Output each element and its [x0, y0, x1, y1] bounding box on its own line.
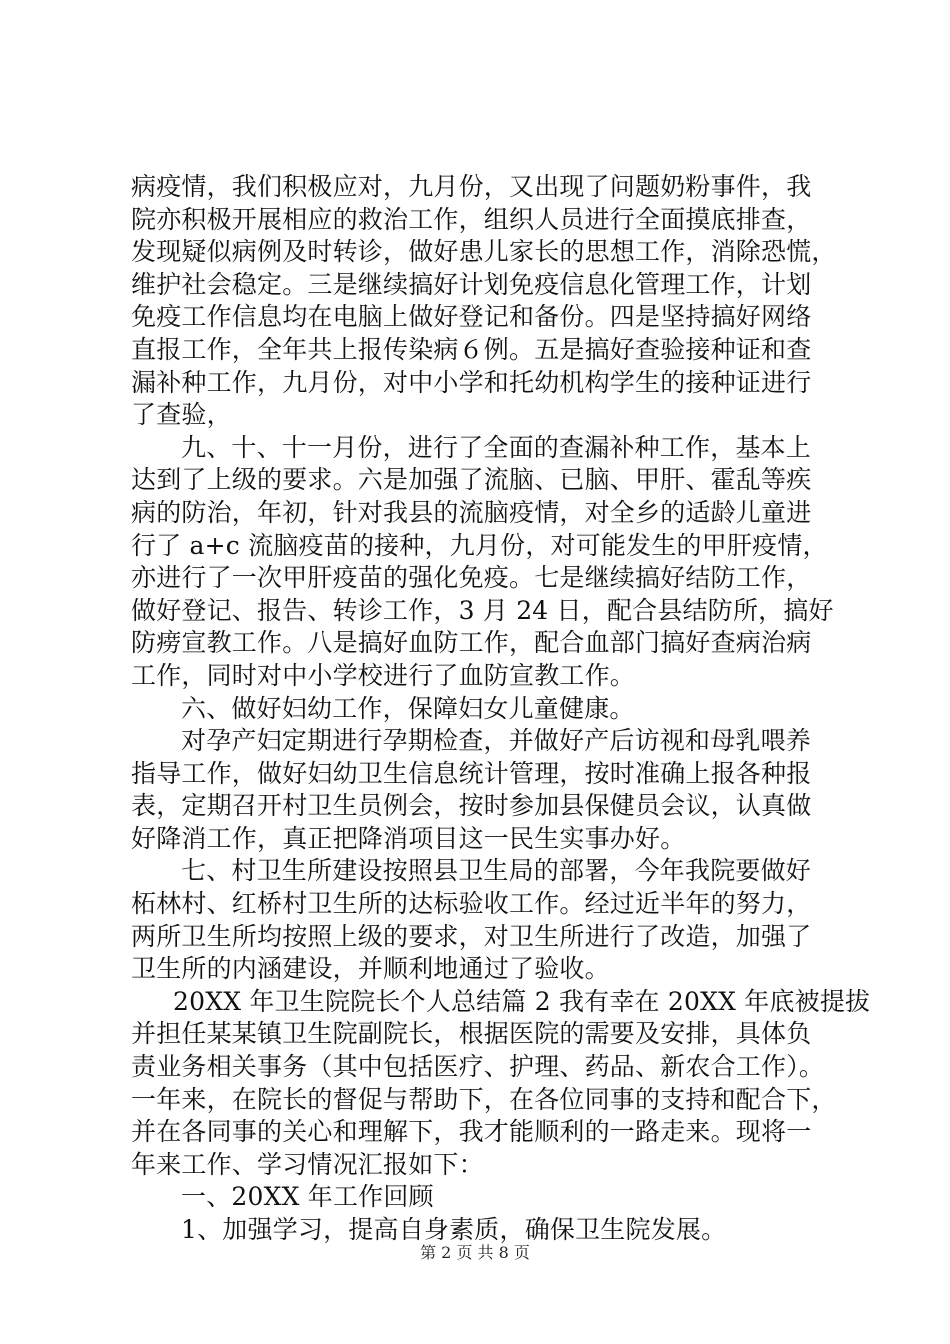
text-line: 病的防治，年初，针对我县的流脑疫情，对全乡的适龄儿童进 — [131, 497, 812, 527]
text-line: 责业务相关事务（其中包括医疗、护理、药品、新农合工作）。 — [131, 1052, 825, 1082]
text-line: 指导工作，做好妇幼卫生信息统计管理，按时准确上报各种报 — [131, 758, 812, 788]
text-line: 做好登记、报告、转诊工作，3 月 24 日，配合县结防所，搞好 — [131, 595, 834, 625]
text-line: 院亦积极开展相应的救治工作，组织人员进行全面摸底排查， — [131, 204, 812, 234]
text-line: 漏补种工作，九月份，对中小学和托幼机构学生的接种证进行 — [131, 367, 812, 397]
text-line: 卫生所的内涵建设，并顺利地通过了验收。 — [131, 954, 610, 984]
text-line: 亦进行了一次甲肝疫苗的强化免疫。七是继续搞好结防工作， — [131, 563, 812, 593]
text-line: 防痨宣教工作。八是搞好血防工作，配合血部门搞好查病治病 — [131, 628, 812, 658]
text-line: 年来工作、学习情况汇报如下： — [131, 1149, 484, 1179]
text-line: 免疫工作信息均在电脑上做好登记和备份。四是坚持搞好网络 — [131, 302, 812, 332]
text-line: 维护社会稳定。三是继续搞好计划免疫信息化管理工作，计划 — [131, 269, 812, 299]
text-line: 柘林村、红桥村卫生所的达标验收工作。经过近半年的努力， — [131, 889, 812, 919]
section-heading: 一、20XX 年工作回顾 — [181, 1182, 434, 1212]
text-line: 好降消工作，真正把降消项目这一民生实事办好。 — [131, 823, 686, 853]
text-line: 并在各同事的关心和理解下，我才能顺利的一路走来。现将一 — [131, 1117, 812, 1147]
paragraph-start-line: 对孕产妇定期进行孕期检查，并做好产后访视和母乳喂养 — [181, 726, 812, 756]
paragraph-start-line: 七、村卫生所建设按照县卫生局的部署，今年我院要做好 — [181, 856, 812, 886]
document-body — [131, 171, 871, 1247]
text-line: 了查验， — [131, 400, 232, 430]
section-heading: 六、做好妇幼工作，保障妇女儿童健康。 — [181, 693, 635, 723]
text-line: 两所卫生所均按照上级的要求，对卫生所进行了改造，加强了 — [131, 921, 812, 951]
text-line: 工作，同时对中小学校进行了血防宣教工作。 — [131, 660, 636, 690]
paragraph-start-line: 20XX 年卫生院院长个人总结篇 2 我有幸在 20XX 年底被提拔 — [173, 986, 871, 1016]
text-line: 病疫情，我们积极应对，九月份，又出现了问题奶粉事件，我 — [131, 172, 812, 201]
text-line: 直报工作，全年共上报传染病６例。五是搞好查验接种证和查 — [131, 334, 812, 364]
text-line: 并担任某某镇卫生院副院长，根据医院的需要及安排，具体负 — [131, 1019, 812, 1049]
page-number-footer: 第 2 页 共 8 页 — [420, 1243, 530, 1262]
subsection-heading: 1、加强学习，提高自身素质，确保卫生院发展。 — [181, 1215, 727, 1244]
text-line: 行了 a+c 流脑疫苗的接种，九月份，对可能发生的甲肝疫情， — [131, 530, 828, 560]
text-line: 发现疑似病例及时转诊，做好患儿家长的思想工作，消除恐慌， — [131, 237, 837, 267]
text-line: 达到了上级的要求。六是加强了流脑、已脑、甲肝、霍乱等疾 — [131, 465, 812, 495]
paragraph-start-line: 九、十、十一月份，进行了全面的查漏补种工作，基本上 — [181, 432, 812, 462]
text-line: 一年来，在院长的督促与帮助下，在各位同事的支持和配合下， — [131, 1084, 837, 1114]
text-line: 表，定期召开村卫生员例会，按时参加县保健员会议，认真做 — [131, 791, 812, 821]
